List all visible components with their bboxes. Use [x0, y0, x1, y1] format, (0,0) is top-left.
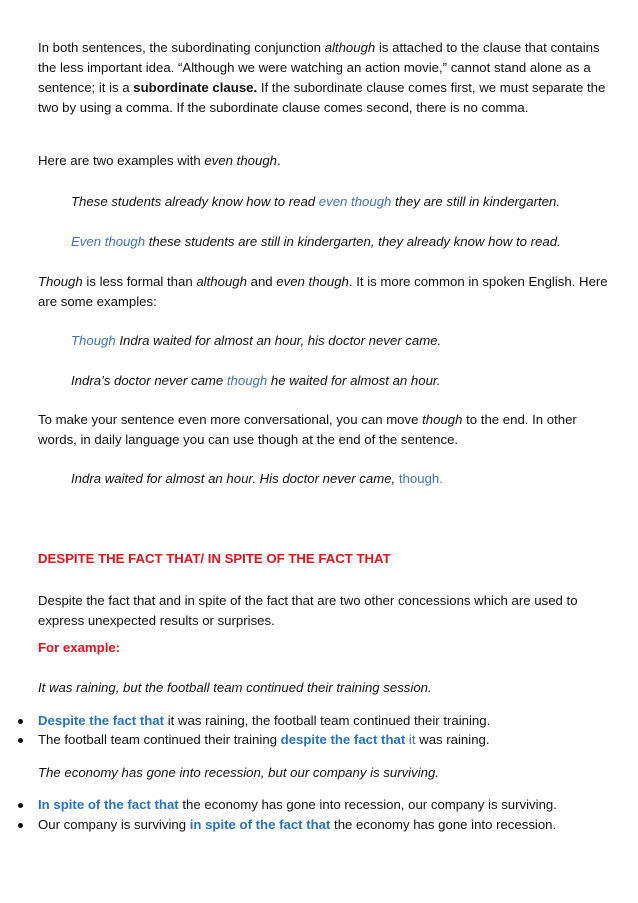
example-sentence	[71, 192, 611, 212]
text: Indra waited for almost an hour, his doctor never came.	[115, 333, 442, 348]
text-italic: although	[196, 274, 247, 289]
list-item	[38, 730, 608, 750]
highlight-phrase: despite the fact that	[280, 732, 406, 747]
highlight-conjunction: Even though	[71, 234, 146, 249]
text: and	[246, 274, 277, 289]
text-italic: though	[422, 412, 463, 427]
bullet-icon	[18, 823, 23, 828]
section-heading: DESPITE THE FACT THAT/ IN SPITE OF THE FACT THAT	[38, 551, 391, 566]
text: If the subordinate clause comes first, we must separate the two by using a comma. If the subordinate clause comes second, there is no comma.	[38, 80, 606, 115]
highlight-phrase: Despite the fact that	[38, 713, 165, 728]
text: is attached to the clause that contains the less important idea. “Although we were watching an action movie,” cannot stand alone as a sentence; it is a	[38, 40, 600, 95]
text: To make your sentence even more conversational, you can move	[38, 412, 423, 427]
bullet-icon	[18, 738, 23, 743]
highlight-conjunction: though.	[398, 471, 443, 486]
highlight-phrase: in spite of the fact that	[189, 817, 331, 832]
highlight-conjunction: Though	[71, 333, 116, 348]
for-example-label: For example:	[38, 640, 121, 655]
example-sentence	[71, 331, 611, 351]
list-item	[38, 815, 608, 835]
example-sentence	[71, 232, 611, 252]
bullet-icon	[18, 803, 23, 808]
paragraph-though-explanation	[38, 272, 608, 312]
text: Indra’s doctor never came	[71, 373, 227, 388]
example-sentence	[71, 469, 611, 489]
text: to the end. In other words, in daily language you can use though at the end of the sentence.	[38, 412, 577, 447]
bullet-icon	[18, 719, 23, 724]
paragraph-conversational	[38, 410, 608, 450]
highlight-conjunction: though	[226, 373, 268, 388]
text: In both sentences, the subordinating conjunction	[38, 40, 325, 55]
text: was raining.	[415, 732, 490, 747]
text: they are still in kindergarten.	[391, 194, 560, 209]
text: . It is more common in spoken English. Here are some examples:	[38, 274, 608, 309]
text-italic: even though	[276, 274, 349, 289]
text: he waited for almost an hour.	[267, 373, 441, 388]
text: the economy has gone into recession.	[330, 817, 557, 832]
text: These students already know how to read	[71, 194, 319, 209]
list-item	[38, 795, 608, 815]
paragraph-even-though-intro	[38, 151, 608, 171]
text-italic: even though	[204, 153, 277, 168]
example-sentence: The economy has gone into recession, but our company is surviving.	[38, 765, 439, 780]
text: is less formal than	[82, 274, 197, 289]
example-sentence	[71, 371, 611, 391]
text-blue: it	[405, 732, 416, 747]
example-sentence: It was raining, but the football team continued their training session.	[38, 680, 432, 695]
highlight-conjunction: even though	[318, 194, 392, 209]
text: it was raining, the football team continued their training.	[164, 713, 491, 728]
paragraph-although-explanation	[38, 38, 608, 118]
text-bold: subordinate clause.	[133, 80, 258, 95]
paragraph-despite-intro: Despite the fact that and in spite of the fact that are two other concessions which are used to express unexpected results or surprises.	[38, 593, 578, 628]
text-italic: Though	[38, 274, 83, 289]
text: The football team continued their training	[38, 732, 281, 747]
text: Indra waited for almost an hour. His doctor never came,	[71, 471, 399, 486]
text: Our company is surviving	[38, 817, 190, 832]
text: the economy has gone into recession, our company is surviving.	[178, 797, 557, 812]
highlight-phrase: In spite of the fact that	[38, 797, 179, 812]
text: these students are still in kindergarten, they already know how to read.	[145, 234, 561, 249]
list-item	[38, 711, 608, 731]
text: Here are two examples with	[38, 153, 205, 168]
text: .	[277, 153, 281, 168]
text-italic: although	[324, 40, 376, 55]
